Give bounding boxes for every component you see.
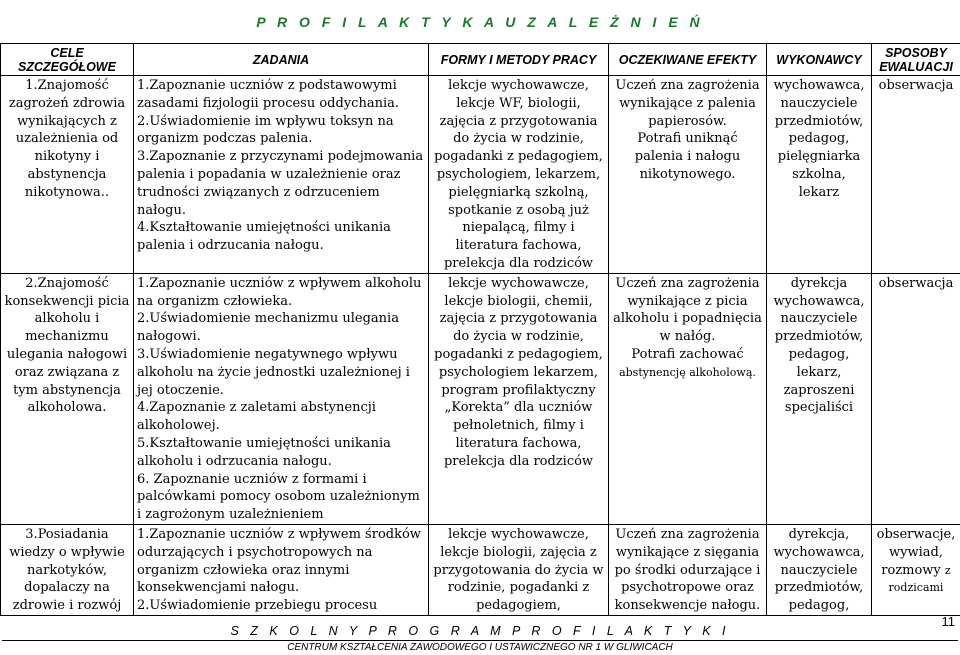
table-header-row [1, 44, 960, 76]
cell-efekty [609, 273, 767, 524]
table-row [1, 524, 960, 615]
cell-sposoby [872, 524, 960, 615]
footer-institution: CENTRUM KSZTAŁCENIA ZAWODOWEGO I USTAWICZNEGO NR 1 W GLIWICACH [287, 642, 673, 653]
cell-sposoby: obserwacja [872, 76, 960, 274]
header-formy: FORMY I METODY PRACY [429, 44, 609, 76]
cell-wykonawcy: wychowawca, nauczyciele przedmiotów, pedagog, pielęgniarka szkolna, lekarz [767, 76, 872, 274]
efekty-text: Uczeń zna zagrożenia wynikające z picia alkoholu i popadnięcia w nałóg. Potrafi zachować [613, 275, 762, 362]
cell-sposoby: obserwacja [872, 273, 960, 524]
header-zadania: ZADANIA [134, 44, 429, 76]
cell-formy: lekcje wychowawcze, lekcje biologii, zajęcia z przygotowania do życia w rodzinie, pogadanki z pedagogiem, [429, 524, 609, 615]
page-number: 11 [941, 614, 955, 629]
cell-zadania: 1.Zapoznanie uczniów z wpływem środków odurzających i psychotropowych na organizm człowieka oraz innymi konsekwencjami nałogu. 2.Uświadomienie przebiegu procesu [134, 524, 429, 615]
cell-efekty: Uczeń zna zagrożenia wynikające z sięgania po środki odurzające i psychotropowe oraz konsekwencje nałogu. [609, 524, 767, 615]
table-row [1, 273, 960, 524]
cell-wykonawcy: dyrekcja, wychowawca, nauczyciele przedmiotów, pedagog, [767, 524, 872, 615]
cell-formy: lekcje wychowawcze, lekcje WF, biologii, zajęcia z przygotowania do życia w rodzinie, pogadanki z pedagogiem, psychologiem, lekarzem, pielęgniarką szkolną, spotkanie z osobą już niepalącą, filmy i literatura fachowa, prelekcja dla rodziców [429, 76, 609, 274]
document-title: P R O F I L A K T Y K A U Z A L E Ż N I E Ń [256, 14, 704, 30]
sposoby-text-small: z rodzicami [888, 563, 951, 595]
sposoby-text: obserwacje, wywiad, rozmowy [876, 526, 956, 578]
prophylaxis-table [0, 43, 960, 616]
efekty-text-small: abstynencję alkoholową. [619, 365, 756, 379]
footer-program-title: S Z K O L N Y P R O G R A M P R O F I L A K T Y K I [230, 624, 730, 638]
cell-cele: 2.Znajomość konsekwencji picia alkoholu i mechanizmu ulegania nałogowi oraz związana z tym abstynencja alkoholowa. [1, 273, 134, 524]
cell-efekty: Uczeń zna zagrożenia wynikające z palenia papierosów. Potrafi uniknąć palenia i nałogu nikotynowego. [609, 76, 767, 274]
cell-formy: lekcje wychowawcze, lekcje biologii, chemii, zajęcia z przygotowania do życia w rodzinie, pogadanki z pedagogiem, psychologiem lekarzem, program profilaktyczny „Korekta” dla uczniów pełnoletnich, filmy i literatura fachowa, prelekcja dla rodziców [429, 273, 609, 524]
table-row [1, 76, 960, 274]
header-wykonawcy: WYKONAWCY [767, 44, 872, 76]
cell-cele: 3.Posiadania wiedzy o wpływie narkotyków, dopalaczy na zdrowie i rozwój [1, 524, 134, 615]
header-sposoby: SPOSOBY EWALUACJI [872, 44, 960, 76]
header-efekty: OCZEKIWANE EFEKTY [609, 44, 767, 76]
footer-divider [2, 640, 958, 641]
cell-zadania: 1.Zapoznanie uczniów z wpływem alkoholu na organizm człowieka. 2.Uświadomienie mechanizmu ulegania nałogowi. 3.Uświadomienie negatywnego wpływu alkoholu na życie jednostki uzależnionej i jej otoczenie. 4.Zapoznanie z zaletami abstynencji alkoholowej. 5.Kształtowanie umiejętności unikania alkoholu i odrzucania nałogu. 6. Zapoznanie uczniów z formami i palcówkami pomocy osobom uzależnionym i zagrożonym uzależnieniem [134, 273, 429, 524]
header-cele: CELE SZCZEGÓŁOWE [1, 44, 134, 76]
cell-wykonawcy: dyrekcja wychowawca, nauczyciele przedmiotów, pedagog, lekarz, zaproszeni specjaliści [767, 273, 872, 524]
cell-cele: 1.Znajomość zagrożeń zdrowia wynikających z uzależnienia od nikotyny i abstynencja nikotynowa.. [1, 76, 134, 274]
cell-zadania: 1.Zapoznanie uczniów z podstawowymi zasadami fizjologii procesu oddychania. 2.Uświadomienie im wpływu toksyn na organizm podczas palenia. 3.Zapoznanie z przyczynami podejmowania palenia i popadania w uzależnienie oraz trudności związanych z odrzuceniem nałogu. 4.Kształtowanie umiejętności unikania palenia i odrzucania nałogu. [134, 76, 429, 274]
